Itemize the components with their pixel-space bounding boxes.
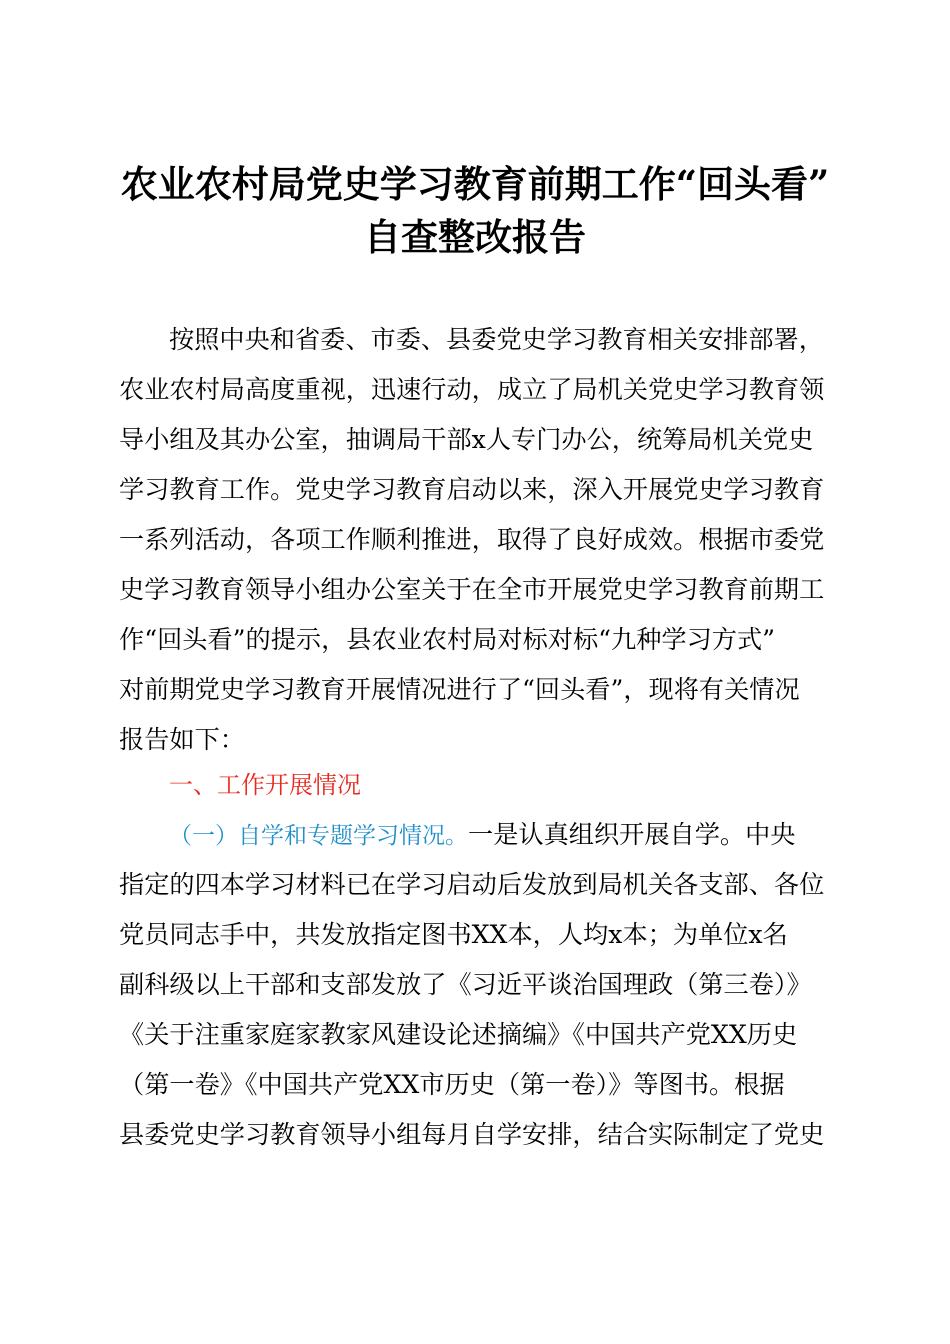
intro-line: 对前期党史学习教育开展情况进行了“回头看”，现将有关情况 — [119, 675, 800, 704]
subsection-first-line — [119, 810, 831, 860]
subsection-line: 县委党史学习教育领导小组每月自学安排，结合实际制定了党史 — [119, 1120, 825, 1149]
subsection-paragraph — [119, 810, 831, 1160]
intro-line: 按照中央和省委、市委、县委党史学习教育相关安排部署， — [169, 325, 824, 354]
subsection-line: 党员同志手中，共发放指定图书XX本，人均x本；为单位x名 — [119, 920, 788, 949]
subsection-line: 副科级以上干部和支部发放了《习近平谈治国理政（第三卷）》 — [119, 970, 812, 999]
intro-line: 一系列活动，各项工作顺利推进，取得了良好成效。根据市委党 — [119, 525, 825, 554]
intro-line: 报告如下： — [119, 725, 245, 754]
subsection-first-line-text: 一是认真组织开展自学。中央 — [468, 820, 796, 849]
section-heading: 一、工作开展情况 — [169, 771, 361, 799]
intro-line: 农业农村局高度重视，迅速行动，成立了局机关党史学习教育领 — [119, 375, 825, 404]
document-title-line-1: 农业农村局党史学习教育前期工作“回头看” — [120, 162, 830, 206]
subsection-line: 《关于注重家庭家教家风建设论述摘编》《中国共产党XX历史 — [119, 1020, 798, 1049]
intro-line: 导小组及其办公室，抽调局干部x人专门办公，统筹局机关党史 — [119, 425, 814, 454]
subsection-heading: （一）自学和专题学习情况。 — [169, 823, 468, 849]
intro-line: 学习教育工作。党史学习教育启动以来，深入开展党史学习教育 — [119, 475, 825, 504]
document-title-line-2: 自查整改报告 — [364, 215, 586, 259]
intro-paragraph — [119, 315, 831, 765]
intro-line: 史学习教育领导小组办公室关于在全市开展党史学习教育前期工 — [119, 575, 825, 604]
subsection-line: （第一卷》《中国共产党XX市历史（第一卷）》等图书。根据 — [119, 1070, 785, 1099]
subsection-line: 指定的四本学习材料已在学习启动后发放到局机关各支部、各位 — [119, 870, 825, 899]
intro-line: 作“回头看”的提示，县农业农村局对标对标“九种学习方式” — [119, 625, 776, 654]
